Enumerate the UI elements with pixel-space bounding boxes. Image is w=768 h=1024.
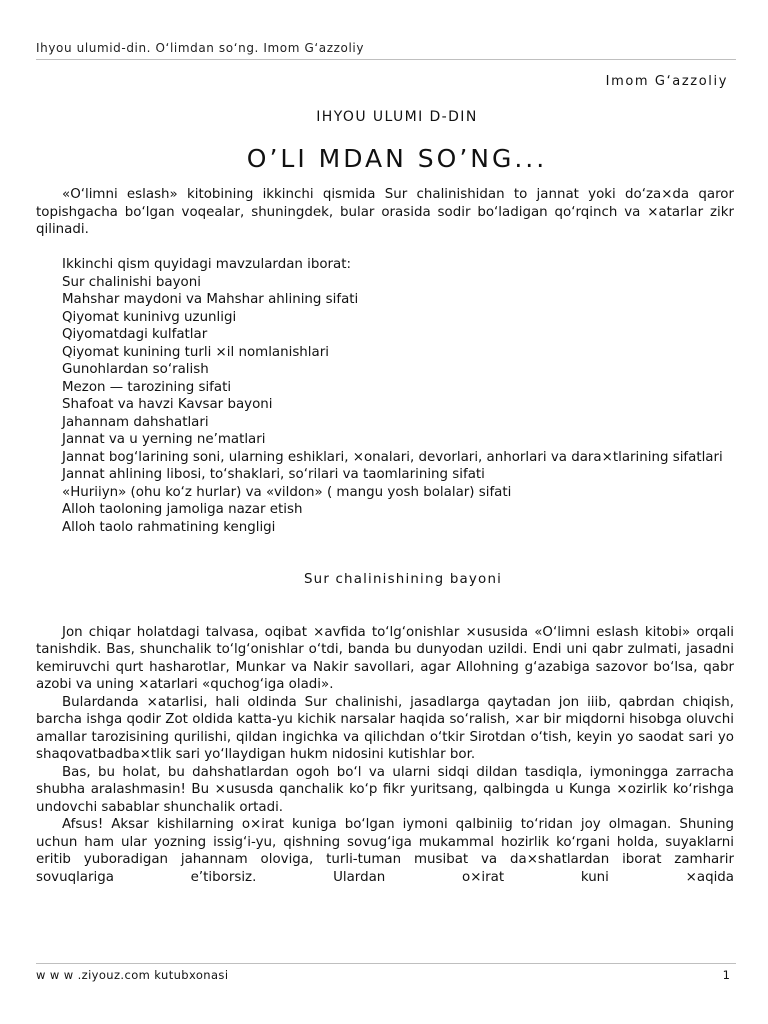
list-item: Sur chalinishi bayoni	[62, 274, 201, 290]
list-item: Jannat bog‘larining soni, ularning eshiklari, ×onalari, devorlari, anhorlari va dara×tlarining sifatlari	[62, 449, 723, 465]
document-body	[36, 186, 734, 886]
section-paragraph: Bas, bu holat, bu dahshatlardan ogoh bo‘l va ularni sidqi dildan tasdiqla, iymoningga zarracha shubha aralashmasin! Bu ×ususda qanchalik ko‘p fikr yuritsang, qalbingda u Kunga ×ozirlik ko‘rishga undovchi sabablar shunchalik ortadi.	[36, 764, 734, 815]
list-item: Qiyomat kunining turli ×il nomlanishlari	[62, 344, 329, 360]
list-item: Mahshar maydoni va Mahshar ahlining sifati	[62, 292, 359, 307]
topics-list	[36, 274, 734, 537]
contents-intro: Ikkinchi qism quyidagi mavzulardan iborat:	[62, 257, 352, 272]
list-item: Qiyomat kuninivg uzunligi	[62, 309, 237, 325]
chapter-title: O’LI MDAN SO’NG...	[246, 144, 548, 173]
list-item: Jannat va u yerning ne’matlari	[62, 432, 266, 447]
footer-divider	[36, 963, 736, 964]
list-item: Mezon — tarozining sifati	[62, 379, 232, 395]
list-item: Alloh taolo rahmatining kengligi	[62, 519, 276, 535]
section-paragraph: Afsus! Aksar kishilarning o×irat kuniga bo‘lgan iymoni qalbiniig to‘ridan joy olmagan. Shuning uchun ham ular yozning issig‘i-yu, qishning sovug‘iga mukammal hozirlik ko‘rgani holda, suyaklarni eritib yuboradigan jahannam oloviga, turli-tuman musibat va da×shatlardan iborat zamharir sovuqlariga e’tiborsiz. Ulardan o×irat kuni ×aqida	[36, 817, 734, 885]
book-title: IHYOU ULUMI D-DIN	[316, 109, 478, 125]
footer-site: w w w .ziyouz.com kutubxonasi	[36, 968, 229, 982]
section-paragraph: Jon chiqar holatdagi talvasa, oqibat ×avfida to‘lg‘onishlar ×ususida «O‘limni eslash kitobi» orqali tanishdik. Bas, shunchalik to‘lg‘onishlar o‘tdi, banda bu dunyodan uzildi. Endi uni qabr zulmati, jasadni kemiruvchi qurt hasharotlar, Munkar va Nakir savollari, agar Allohning g‘azabiga sazovor bo‘lsa, qabr azobi va uning ×atarlari «quchog‘iga oladi».	[36, 624, 734, 692]
running-header: Ihyou ulumid-din. O‘limdan so‘ng. Imom G‘azzoliy	[36, 41, 365, 55]
list-item: Qiyomatdagi kulfatlar	[62, 327, 208, 342]
list-item: Jahannam dahshatlari	[62, 414, 209, 430]
list-item: «Huriiyn» (ohu ko‘z hurlar) va «vildon» ( mangu yosh bolalar) sifati	[62, 484, 512, 500]
list-item: Shafoat va havzi Kavsar bayoni	[62, 397, 273, 412]
page-number: 1	[722, 968, 730, 982]
list-item: Alloh taoloning jamoliga nazar etish	[62, 502, 303, 517]
section-paragraph: Bulardanda ×atarlisi, hali oldinda Sur chalinishi, jasadlarga qaytadan jon iiib, qabrdan chiqish, barcha ishga qodir Zot oldida katta-yu kichik narsalar haqida so‘ralish, ×ar bir miqdorni hisobga oluvchi amallar tarozisining qurilishi, qildan ingichka va qilichdan o‘tkir Sirotdan o‘tish, keyin yo saodat sari yo shaqovatbadba×tlik sari yo‘llaydigan hukm nidosini kutishlar bor.	[36, 694, 734, 762]
author-name: Imom G‘azzoliy	[605, 74, 728, 89]
section-title: Sur chalinishining bayoni	[303, 572, 503, 587]
list-item: Gunohlardan so‘ralish	[62, 362, 209, 377]
list-item: Jannat ahlining libosi, to‘shaklari, so‘rilari va taomlarining sifati	[62, 467, 485, 482]
header-divider	[36, 59, 736, 60]
intro-paragraph: «O‘limni eslash» kitobining ikkinchi qismida Sur chalinishidan to jannat yoki do‘za×da qaror topishgacha bo‘lgan voqealar, shuningdek, bular orasida sodir bo‘ladigan qo‘rqinch va ×atarlar zikr qilinadi.	[36, 187, 734, 237]
